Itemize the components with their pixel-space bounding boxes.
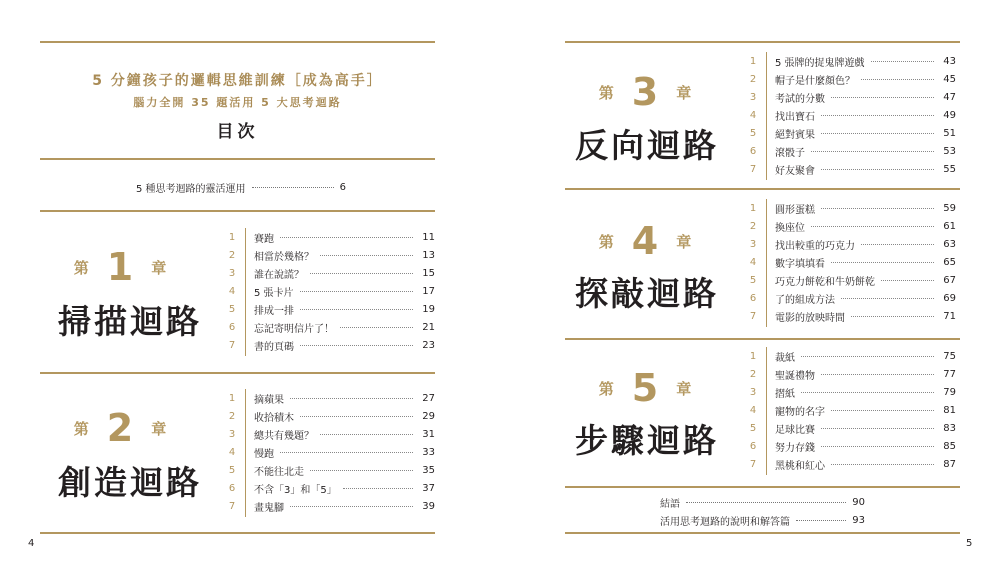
endmatter-entry[interactable] (660, 512, 865, 528)
item-name: 數字填填看 (775, 258, 825, 270)
item-index: 2 (228, 249, 236, 261)
leader-dots (821, 374, 934, 375)
item-name: 不能往北走 (254, 466, 304, 478)
item-page: 21 (422, 321, 435, 333)
book-subtitle: 腦力全開 35 題活用 5 大思考迴路 (133, 96, 342, 109)
item-page: 23 (422, 339, 435, 351)
item-name: 換座位 (775, 222, 805, 234)
item-page: 63 (943, 238, 956, 250)
item-index: 2 (749, 73, 757, 85)
chapter-suffix: 章 (151, 419, 167, 438)
item-page: 49 (943, 109, 956, 121)
item-page: 19 (422, 303, 435, 315)
item-name: 賽跑 (254, 233, 274, 245)
item-name: 好友聚會 (775, 165, 815, 177)
bottom-rule-right (565, 532, 960, 534)
item-page: 69 (943, 292, 956, 304)
leader-dots (801, 392, 934, 393)
item-name: 5 張卡片 (254, 287, 294, 299)
leader-dots (831, 464, 934, 465)
item-name: 找出較重的巧克力 (775, 240, 855, 252)
item-page: 55 (943, 163, 956, 175)
leader-dots (821, 428, 934, 429)
item-index: 3 (749, 91, 757, 103)
item-name: 努力存錢 (775, 442, 815, 454)
chapter-number: 2 (106, 406, 134, 450)
item-index: 3 (749, 238, 757, 250)
item-name: 5 張牌的捉鬼牌遊戲 (775, 57, 865, 69)
endmatter-label: 活用思考迴路的說明和解答篇 (660, 516, 790, 528)
chapter-suffix: 章 (676, 379, 692, 398)
page-number-right: 5 (966, 538, 973, 549)
item-page: 75 (943, 350, 956, 362)
item-index: 1 (749, 350, 757, 362)
item-index: 2 (749, 220, 757, 232)
item-page: 17 (422, 285, 435, 297)
chapter-number: 3 (631, 70, 659, 114)
item-page: 65 (943, 256, 956, 268)
item-index: 5 (749, 127, 757, 139)
chapter-5-items (749, 347, 956, 475)
chapter-title: 創造迴路 (58, 463, 202, 502)
item-name: 摘蘋果 (254, 394, 284, 406)
item-index: 7 (749, 163, 757, 175)
item-page: 11 (422, 231, 435, 243)
item-index: 6 (228, 482, 236, 494)
chapter-suffix: 章 (676, 83, 692, 102)
item-index: 1 (749, 55, 757, 67)
item-name: 滾骰子 (775, 147, 805, 159)
item-index: 1 (749, 202, 757, 214)
item-name: 了的組成方法 (775, 294, 835, 306)
item-name: 聖誕禮物 (775, 370, 815, 382)
item-index: 6 (749, 145, 757, 157)
item-name: 誰在說謊？ (254, 269, 304, 281)
item-index: 4 (749, 109, 757, 121)
item-name: 帽子是什麼顏色？ (775, 75, 855, 87)
item-page: 53 (943, 145, 956, 157)
chapter-prefix: 第 (73, 258, 89, 277)
item-index: 5 (749, 274, 757, 286)
toc-item[interactable] (749, 419, 956, 437)
item-name: 絕對賓果 (775, 129, 815, 141)
item-name: 排成一排 (254, 305, 294, 317)
chapter-title: 步驟迴路 (575, 421, 719, 460)
intro-page: 6 (339, 181, 346, 193)
leader-dots (686, 502, 846, 503)
toc-heading: 目次 (216, 122, 259, 142)
leader-dots (796, 520, 846, 521)
endmatter-label: 結語 (660, 498, 680, 510)
item-index: 1 (228, 392, 236, 404)
item-index: 4 (749, 404, 757, 416)
intro-label: 5 種思考迴路的靈活運用 (136, 183, 246, 195)
item-name: 摺紙 (775, 388, 795, 400)
toc-item[interactable] (749, 437, 956, 455)
item-page: 85 (943, 440, 956, 452)
chapter-prefix: 第 (598, 83, 614, 102)
item-name: 相當於幾格？ (254, 251, 314, 263)
chapter-number: 1 (106, 245, 134, 289)
chapter-number: 5 (631, 366, 659, 410)
item-page: 37 (422, 482, 435, 494)
item-name: 巧克力餅乾和牛奶餅乾 (775, 276, 875, 288)
item-name: 找出寶石 (775, 111, 815, 123)
item-index: 7 (228, 339, 236, 351)
item-name: 畫鬼腳 (254, 502, 284, 514)
item-page: 39 (422, 500, 435, 512)
item-page: 81 (943, 404, 956, 416)
item-index: 2 (749, 368, 757, 380)
chapter-title: 掃描迴路 (58, 302, 202, 341)
item-page: 59 (943, 202, 956, 214)
item-page: 29 (422, 410, 435, 422)
chapter-title: 探敲迴路 (575, 274, 719, 313)
item-name: 不含「3」和「5」 (254, 484, 337, 496)
chapter-prefix: 第 (598, 379, 614, 398)
leader-dots (831, 410, 934, 411)
item-page: 67 (943, 274, 956, 286)
item-page: 71 (943, 310, 956, 322)
item-index: 4 (228, 446, 236, 458)
chapter-suffix: 章 (151, 258, 167, 277)
endmatter-rule (565, 486, 960, 488)
chapter-label (565, 366, 725, 410)
toc-item[interactable] (749, 401, 956, 419)
toc-item[interactable] (749, 347, 956, 365)
item-index: 1 (228, 231, 236, 243)
item-index: 5 (749, 422, 757, 434)
chapter-suffix: 章 (676, 232, 692, 251)
item-index: 7 (749, 310, 757, 322)
item-name: 足球比賽 (775, 424, 815, 436)
item-page: 61 (943, 220, 956, 232)
item-page: 13 (422, 249, 435, 261)
item-page: 43 (943, 55, 956, 67)
item-index: 7 (749, 458, 757, 470)
leader-dots (821, 446, 934, 447)
item-index: 6 (228, 321, 236, 333)
item-name: 考試的分數 (775, 93, 825, 105)
endmatter-page: 93 (852, 514, 865, 526)
chapter-prefix: 第 (598, 232, 614, 251)
item-page: 83 (943, 422, 956, 434)
item-page: 87 (943, 458, 956, 470)
item-index: 3 (228, 428, 236, 440)
item-index: 2 (228, 410, 236, 422)
toc-item[interactable] (749, 455, 956, 473)
item-name: 忘記寄明信片了！ (254, 323, 334, 335)
item-name: 裁紙 (775, 352, 795, 364)
item-page: 35 (422, 464, 435, 476)
item-name: 圓形蛋糕 (775, 204, 815, 216)
item-name: 黑桃和紅心 (775, 460, 825, 472)
item-index: 6 (749, 440, 757, 452)
item-index: 6 (749, 292, 757, 304)
leader-dots (801, 356, 934, 357)
item-name: 電影的放映時間 (775, 312, 845, 324)
item-page: 31 (422, 428, 435, 440)
item-index: 4 (749, 256, 757, 268)
item-name: 慢跑 (254, 448, 274, 460)
item-index: 3 (228, 267, 236, 279)
item-name: 收拾積木 (254, 412, 294, 424)
item-page: 45 (943, 73, 956, 85)
toc-item[interactable] (749, 365, 956, 383)
item-index: 7 (228, 500, 236, 512)
item-index: 4 (228, 285, 236, 297)
item-page: 33 (422, 446, 435, 458)
item-page: 47 (943, 91, 956, 103)
page-number-left: 4 (28, 538, 35, 549)
chapter-prefix: 第 (73, 419, 89, 438)
item-page: 79 (943, 386, 956, 398)
item-name: 書的頁碼 (254, 341, 294, 353)
endmatter-entry[interactable] (660, 494, 865, 510)
chapter-number: 4 (631, 219, 659, 263)
item-index: 3 (749, 386, 757, 398)
item-name: 總共有幾題？ (254, 430, 314, 442)
item-page: 15 (422, 267, 435, 279)
book-title: 5 分鐘孩子的邏輯思維訓練［成為高手］ (92, 73, 383, 89)
item-page: 27 (422, 392, 435, 404)
item-page: 77 (943, 368, 956, 380)
chapter-title: 反向迴路 (575, 126, 719, 165)
endmatter-page: 90 (852, 496, 865, 508)
item-index: 5 (228, 303, 236, 315)
item-index: 5 (228, 464, 236, 476)
toc-item[interactable] (749, 383, 956, 401)
item-page: 51 (943, 127, 956, 139)
item-name: 寵物的名字 (775, 406, 825, 418)
